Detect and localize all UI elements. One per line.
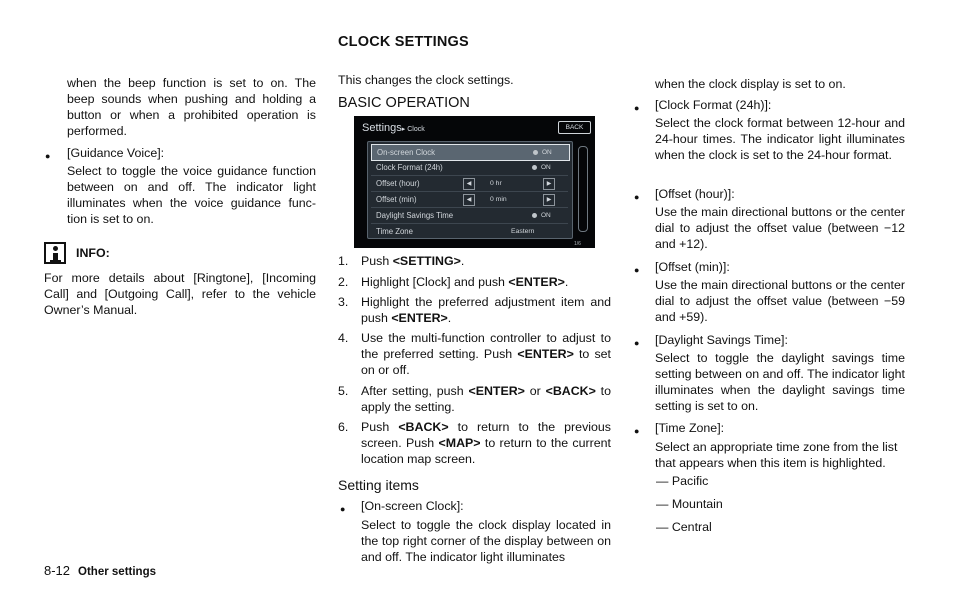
info-heading: INFO: <box>76 246 110 260</box>
list-item: Daylight Savings Time ON <box>371 208 568 224</box>
clock-format-label: [Clock Format (24h)]: <box>655 98 772 112</box>
scrollbar <box>578 146 588 232</box>
page-title: CLOCK SETTINGS <box>338 34 469 50</box>
daylight-savings-label: [Daylight Savings Time]: <box>655 333 788 347</box>
back-button: BACK <box>558 121 591 134</box>
bullet: ● <box>634 103 640 113</box>
bullet: ● <box>45 151 51 161</box>
step-4: Use the multi-function controller to adjust to the preferred setting. Push <ENTER> to set on or off. <box>361 331 611 377</box>
daylight-savings-desc: Select to toggle the daylight savings time setting between on and off. The indicator light illuminates when the daylight savings time setting is set to on. <box>655 351 905 413</box>
screen-title: Settings▸ Clock <box>362 122 425 134</box>
step-3: Highlight the preferred adjustment item and push <ENTER>. <box>361 295 611 325</box>
zone-item: — Pacific <box>656 474 709 488</box>
zone-item: — Mountain <box>656 497 723 511</box>
page-number: 8-12 <box>44 563 71 578</box>
guidance-voice-desc: Select to toggle the voice guidance function between on and off. The indicator light illuminates when the voice guidance func-tion is set to on. <box>67 164 316 226</box>
onscreen-clock-label: [On-screen Clock]: <box>361 499 464 513</box>
list-item: On-screen Clock ON <box>371 144 570 161</box>
list-item: Time Zone Eastern <box>376 227 535 236</box>
step-number: 1. <box>338 254 349 268</box>
settings-screen-image <box>354 116 595 248</box>
offset-min-label: [Offset (min)]: <box>655 260 730 274</box>
time-zone-desc: Select an appropriate time zone from the list that appears when this item is highlighted. <box>655 440 898 470</box>
list-item: Offset (min) ◀ 0 min ▶ <box>371 192 568 208</box>
clock-format-desc: Select the clock format between 12-hour and 24-hour times. The indicator light illuminates when the clock is set to the 24-hour format. <box>655 116 905 162</box>
setting-items-heading: Setting items <box>338 477 419 493</box>
list-item: Clock Format (24h) ON <box>371 160 568 176</box>
bullet: ● <box>634 192 640 202</box>
step-number: 4. <box>338 331 349 345</box>
step-number: 6. <box>338 420 349 434</box>
guidance-voice-label: [Guidance Voice]: <box>67 146 165 160</box>
intro-text: This changes the clock settings. <box>338 73 514 87</box>
step-number: 2. <box>338 275 349 289</box>
onscreen-clock-desc-cont: when the clock display is set to on. <box>655 77 846 91</box>
bullet: ● <box>634 426 640 436</box>
basic-operation-heading: BASIC OPERATION <box>338 95 470 111</box>
bullet: ● <box>634 265 640 275</box>
offset-hour-label: [Offset (hour)]: <box>655 187 735 201</box>
info-text: For more details about [Ringtone], [Incoming Call] and [Outgoing Call], refer to the vehicle Owner’s Manual. <box>44 271 316 317</box>
offset-hour-desc: Use the main directional buttons or the center dial to adjust the offset value (between −12 and +12). <box>655 205 906 251</box>
list-item: Offset (hour) ◀ 0 hr ▶ <box>371 176 568 192</box>
settings-list <box>367 141 573 239</box>
step-2: Highlight [Clock] and push <ENTER>. <box>361 275 569 289</box>
zone-item: — Central <box>656 520 712 534</box>
offset-min-desc: Use the main directional buttons or the center dial to adjust the offset value (between −59 and +59). <box>655 278 906 324</box>
beep-continuation: when the beep function is set to on. The beep sounds when pushing and holding a button or when a prohibited operation is performed. <box>67 76 316 138</box>
info-icon <box>44 242 66 264</box>
page-indicator: 1/6 <box>574 241 581 247</box>
step-1: Push <SETTING>. <box>361 254 465 268</box>
section-name: Other settings <box>78 566 156 578</box>
time-zone-label: [Time Zone]: <box>655 421 725 435</box>
bullet: ● <box>634 338 640 348</box>
step-number: 5. <box>338 384 349 398</box>
step-5: After setting, push <ENTER> or <BACK> to apply the setting. <box>361 384 612 414</box>
bullet: ● <box>340 504 346 514</box>
step-number: 3. <box>338 295 349 309</box>
page-footer <box>44 563 156 580</box>
onscreen-clock-desc: Select to toggle the clock display located in the top right corner of the display between on and off. The indicator light illuminates <box>361 518 611 564</box>
step-6: Push <BACK> to return to the previous screen. Push <MAP> to return to the current location map screen. <box>361 420 611 466</box>
